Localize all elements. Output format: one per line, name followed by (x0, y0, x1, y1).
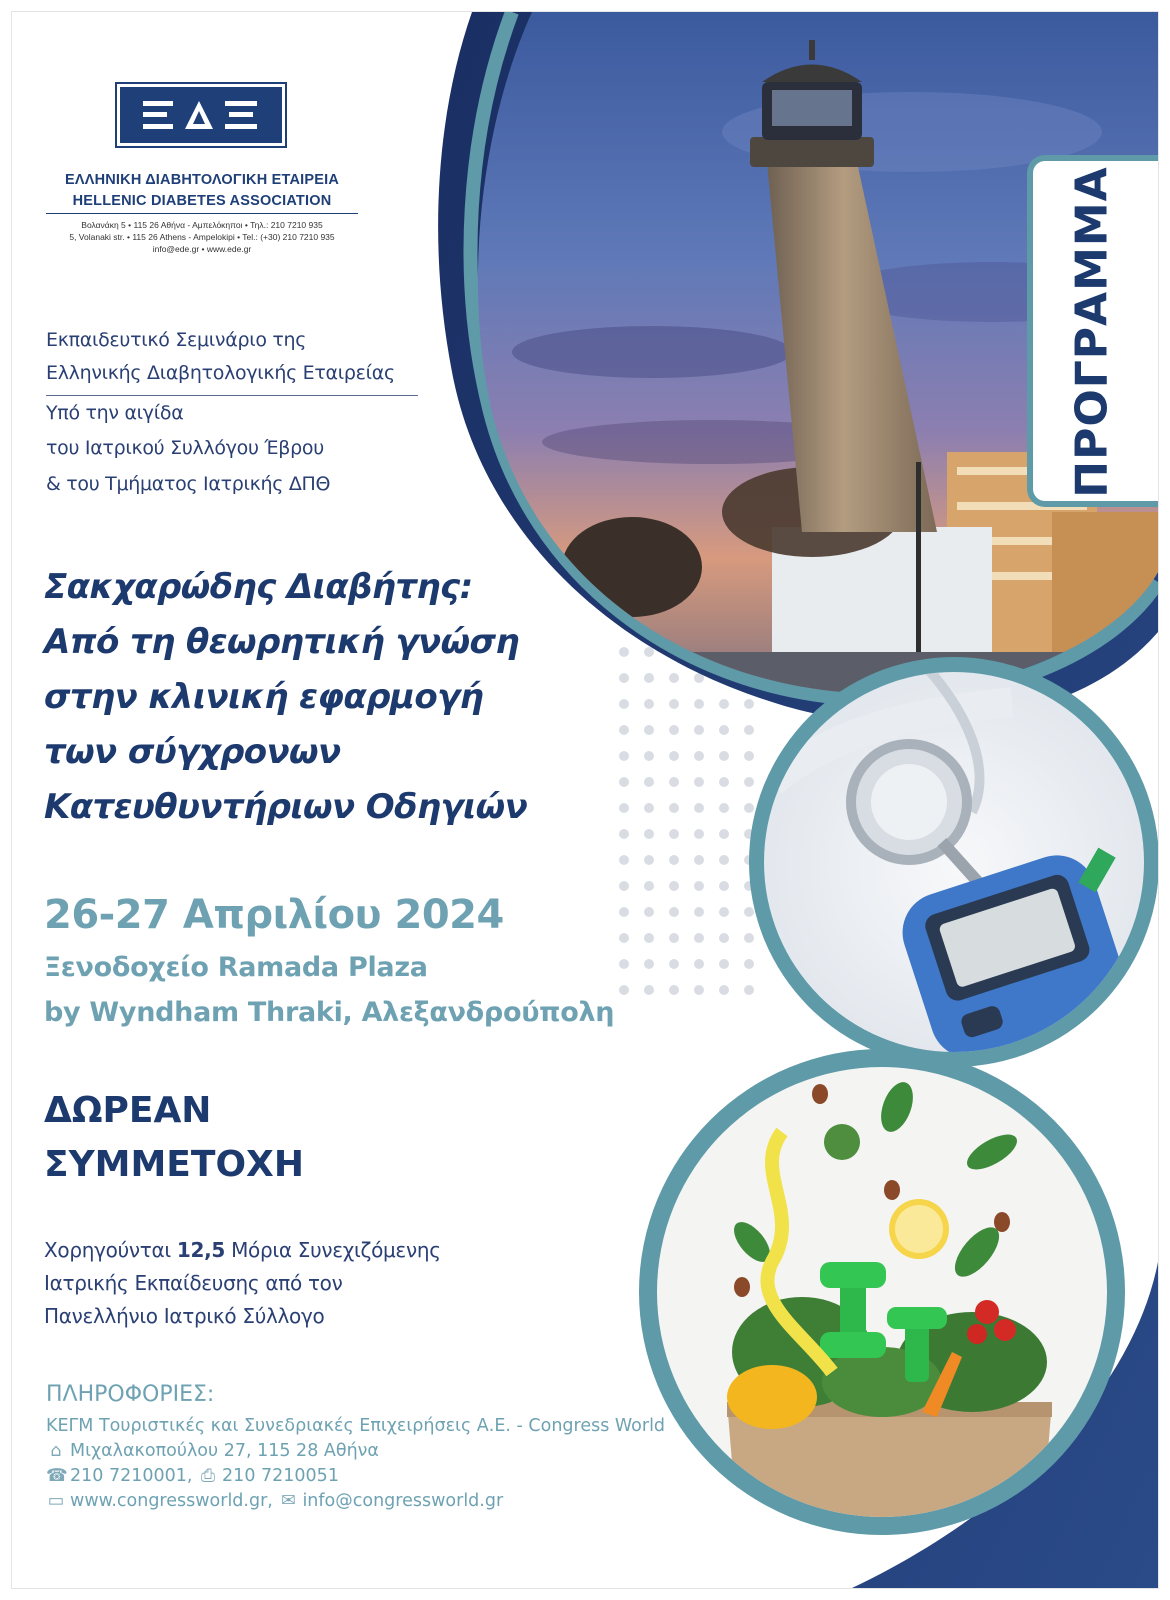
venue-line-2: by Wyndham Thraki, Αλεξανδρούπολη (44, 997, 615, 1028)
event-date: 26-27 Απριλίου 2024 (44, 892, 504, 938)
dot-pattern (619, 647, 754, 995)
info-phone: 210 7210001, (70, 1466, 193, 1486)
title-line-2: Από τη θεωρητική γνώση (44, 622, 520, 662)
venue-line-1: Ξενοδοχείο Ramada Plaza (44, 952, 428, 983)
association-address-english: 5, Volanaki str. • 115 26 Athens - Ampelokipi • Tel.: (+30) 210 7210 935 (69, 232, 335, 242)
free-participation-line-1: ΔΩΡΕΑΝ (44, 1090, 212, 1131)
fax-icon: ⎙ (201, 1466, 216, 1486)
ede-logo (115, 82, 287, 148)
info-website[interactable]: www.congressworld.gr, (70, 1491, 273, 1511)
credits-line-1 (44, 1238, 441, 1262)
title-line-3: στην κλινική εφαρμογή (44, 677, 484, 717)
credits-suffix: Μόρια Συνεχιζόμενης (225, 1238, 441, 1262)
flyer-page (12, 12, 1158, 1588)
intro-divider (46, 395, 418, 396)
ede-logo-glyphs (141, 97, 261, 133)
info-phone-row (46, 1466, 339, 1486)
credits-points: 12,5 (176, 1238, 226, 1262)
info-fax: 210 7210051 (222, 1466, 339, 1486)
phone-icon: ☎ (46, 1466, 68, 1486)
association-divider (46, 213, 358, 214)
association-contact: info@ede.gr • www.ede.gr (152, 244, 252, 254)
info-heading: ΠΛΗΡΟΦΟΡΙΕΣ: (46, 1382, 215, 1407)
credits-line-3: Πανελλήνιο Ιατρικό Σύλλογο (44, 1304, 325, 1328)
envelope-icon: ✉ (281, 1491, 296, 1511)
title-line-1: Σακχαρώδης Διαβήτης: (44, 567, 473, 607)
credits-prefix: Χορηγούνται (44, 1238, 177, 1262)
association-name-greek: ΕΛΛΗΝΙΚΗ ΔΙΑΒΗΤΟΛΟΓΙΚΗ ΕΤΑΙΡΕΙΑ (64, 172, 340, 188)
info-company: ΚΕΓΜ Τουριστικές και Συνεδριακές Επιχειρήσεις Α.Ε. - Congress World (46, 1416, 666, 1436)
association-address-greek: Βολανάκη 5 • 115 26 Αθήνα - Αμπελόκηποι • Τηλ.: 210 7210 935 (81, 220, 323, 230)
title-line-4: των σύγχρονων (44, 732, 341, 772)
credits-line-2: Ιατρικής Εκπαίδευσης από τον (44, 1271, 343, 1295)
info-address-row (46, 1441, 379, 1461)
association-name-english: HELLENIC DIABETES ASSOCIATION (72, 193, 332, 209)
intro-line-2: Ελληνικής Διαβητολογικής Εταιρείας (46, 362, 395, 384)
free-participation-line-2: ΣΥΜΜΕΤΟΧΗ (44, 1144, 304, 1185)
laptop-icon: ▭ (47, 1491, 65, 1511)
programme-label: ΠΡΟΓΡΑΜΜΑ (1066, 166, 1118, 498)
info-address: Μιχαλακοπούλου 27, 115 28 Αθήνα (70, 1441, 379, 1461)
intro-line-5: & του Τμήματος Ιατρικής ΔΠΘ (46, 473, 331, 495)
intro-line-4: του Ιατρικού Συλλόγου Έβρου (46, 437, 324, 459)
info-web-row (46, 1491, 503, 1511)
info-email[interactable]: info@congressworld.gr (302, 1491, 504, 1511)
intro-line-1: Εκπαιδευτικό Σεμινάριο της (46, 329, 307, 351)
map-icon: ⌂ (50, 1441, 62, 1461)
intro-line-3: Υπό την αιγίδα (46, 402, 184, 424)
title-line-5: Κατευθυντήριων Οδηγιών (44, 787, 528, 827)
